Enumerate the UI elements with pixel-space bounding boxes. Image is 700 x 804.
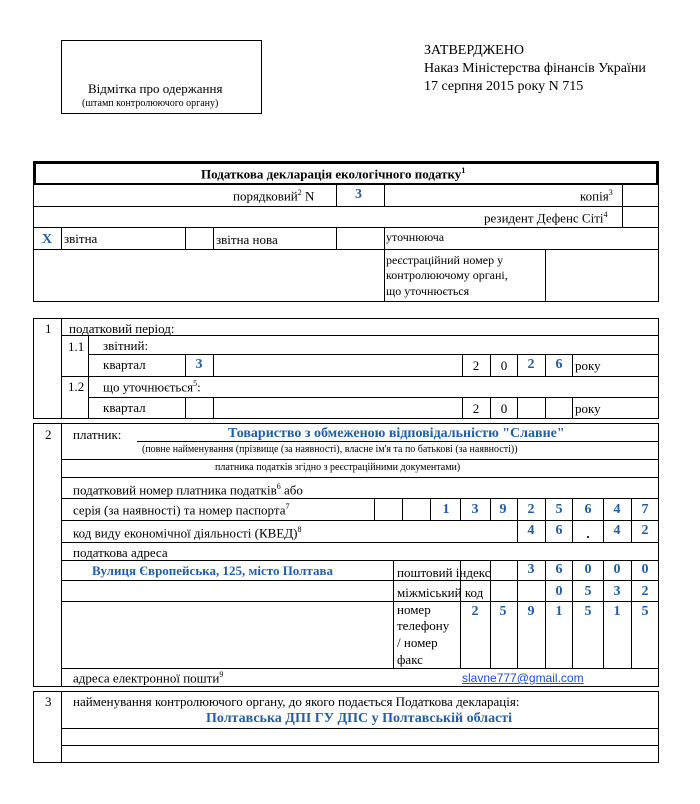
sub-1-2-number: 1.2 <box>68 379 85 394</box>
email-value[interactable]: slavne777@gmail.com <box>462 671 584 685</box>
phone-label-1: номер <box>397 602 431 617</box>
phone-digit: 5 <box>584 604 592 619</box>
intercity-label: міжміський код <box>397 585 484 600</box>
postal-digit: 0 <box>584 562 592 577</box>
approval-line-1: ЗАТВЕРДЖЕНО <box>424 43 524 58</box>
intercity-digit: 2 <box>641 584 649 599</box>
year-2-digit: 0 <box>500 401 508 416</box>
phone-digit: 1 <box>555 604 563 619</box>
declaration-title: Податкова декларація екологічного податку$^1$ <box>201 166 466 182</box>
reg-number-label-2: контролюючому органі, <box>386 268 508 282</box>
year-digit: 2 <box>472 358 480 373</box>
tax-digit: 7 <box>641 502 649 517</box>
stamp-title: Відмітка про одержання <box>88 81 223 96</box>
quarter-value: 3 <box>195 357 203 372</box>
serial-label: порядковий$^2$ N <box>233 188 315 204</box>
section-3-number: 3 <box>45 694 52 709</box>
payer-note-1: (повне найменування (прізвище (за наявності), власне ім'я та по батькові (за наявності)) <box>142 444 518 455</box>
kved-digit: 4 <box>527 523 535 538</box>
year-label: року <box>575 358 601 373</box>
postal-digit: 3 <box>527 562 535 577</box>
postal-digit: 6 <box>555 562 563 577</box>
reporting-new-label: звітна нова <box>216 232 278 247</box>
tax-digit: 1 <box>442 502 450 517</box>
quarter-label: квартал <box>103 357 146 372</box>
address-value: Вулиця Європейська, 125, місто Полтава <box>92 563 333 578</box>
intercity-digit: 0 <box>555 584 563 599</box>
phone-label-4: факс <box>397 652 423 667</box>
phone-digit: 1 <box>613 604 621 619</box>
tax-digit: 4 <box>613 502 621 517</box>
year-digit: 2 <box>527 357 535 372</box>
postal-digit: 0 <box>641 562 649 577</box>
sub-1-2-label: що уточнюється$^5$: <box>103 379 201 395</box>
phone-digit: 9 <box>527 604 535 619</box>
intercity-digit: 5 <box>584 584 592 599</box>
kved-label: код виду економічної діяльності (КВЕД)$^8$ <box>73 525 302 541</box>
approval-line-3: 17 серпня 2015 року N 715 <box>424 79 584 94</box>
tax-digit: 5 <box>555 502 563 517</box>
phone-label-2: телефону <box>397 618 450 633</box>
tax-number-label: податковий номер платника податків$^6$ або <box>73 482 303 498</box>
phone-digit: 2 <box>471 604 479 619</box>
tax-digit: 2 <box>527 502 535 517</box>
year-digit: 0 <box>500 358 508 373</box>
phone-label-3: / номер <box>397 635 438 650</box>
kved-digit: 4 <box>613 523 621 538</box>
postal-digit: 0 <box>613 562 621 577</box>
kved-digit: 6 <box>555 523 563 538</box>
section-3-value: Полтавська ДПІ ГУ ДПС у Полтавській області <box>206 711 513 726</box>
tax-digit: 6 <box>584 502 592 517</box>
postal-label: поштовий індекс <box>397 565 491 580</box>
payer-name: Товариство з обмеженою відповідальністю "Славне" <box>228 426 565 441</box>
address-label: податкова адреса <box>73 545 168 560</box>
reporting-label: звітна <box>64 231 98 246</box>
kved-digit: . <box>586 526 590 541</box>
serial-value: 3 <box>355 187 362 202</box>
phone-digit: 5 <box>641 604 649 619</box>
quarter-2-label: квартал <box>103 400 146 415</box>
section-1-label: податковий період: <box>69 321 175 336</box>
tax-digit: 3 <box>471 502 479 517</box>
payer-note-2: платника податків згідно з реєстраційними документами) <box>215 462 461 473</box>
payer-label: платник: <box>73 427 122 442</box>
intercity-digit: 3 <box>613 584 621 599</box>
tax-digit: 9 <box>499 502 507 517</box>
sub-1-1-number: 1.1 <box>68 339 85 354</box>
email-label: адреса електронної пошти$^9$ <box>73 670 224 686</box>
year-digit: 6 <box>555 357 563 372</box>
reporting-mark[interactable]: X <box>42 232 53 247</box>
reg-number-label-3: що уточнюється <box>386 284 470 298</box>
kved-digit: 2 <box>641 523 649 538</box>
passport-label: серія (за наявності) та номер паспорта$^7$ <box>73 502 290 518</box>
copy-label: копія$^3$ <box>580 188 613 204</box>
section-1-number: 1 <box>45 321 52 336</box>
year-2-digit: 2 <box>472 401 480 416</box>
reg-number-label-1: реєстраційний номер у <box>386 253 504 267</box>
sub-1-1-label: звітний: <box>103 338 149 353</box>
resident-label: резидент Дефенс Сіті$^4$ <box>484 210 608 226</box>
clarifying-label: уточнююча <box>386 230 445 244</box>
phone-digit: 5 <box>499 604 507 619</box>
year-2-label: року <box>575 401 601 416</box>
section-3-label: найменування контролюючого органу, до якого подається Податкова декларація: <box>73 694 520 709</box>
stamp-subtitle: (штамп контролюючого органу) <box>82 98 219 109</box>
approval-line-2: Наказ Міністерства фінансів України <box>424 61 646 76</box>
section-2-number: 2 <box>45 427 52 442</box>
